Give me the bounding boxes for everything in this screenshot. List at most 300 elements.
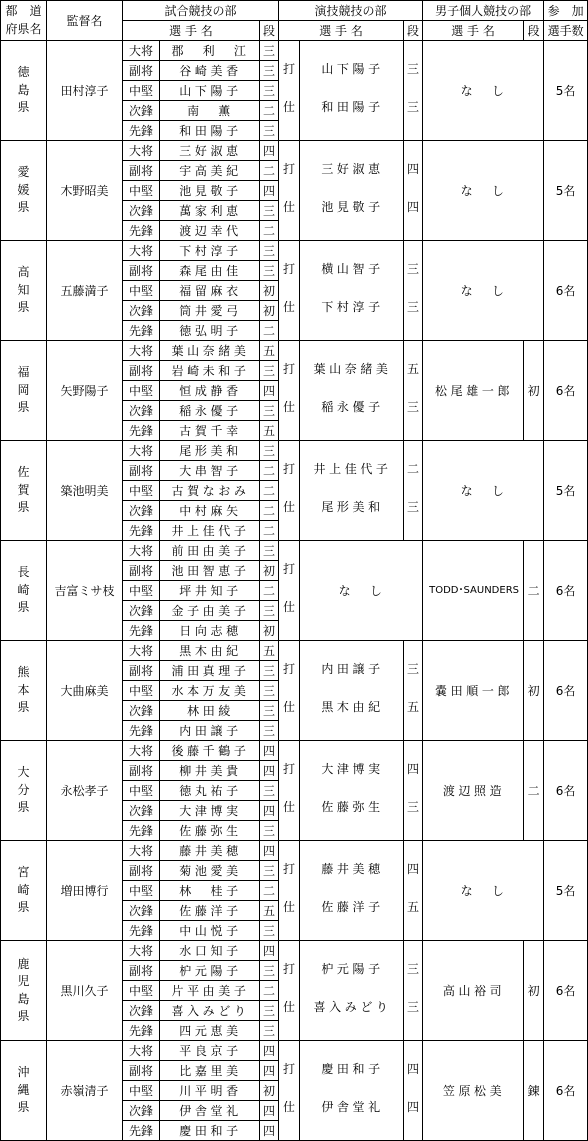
supervisor-name: 田村淳子	[47, 41, 123, 141]
team-position: 副将	[123, 661, 160, 681]
team-position: 次鋒	[123, 701, 160, 721]
uchi-role: 打	[283, 762, 296, 776]
demo-player-dans	[404, 441, 423, 541]
demo-uchi-dan: 四	[407, 162, 420, 176]
team-player-dan: 三	[260, 441, 279, 461]
team-player-dan: 五	[260, 901, 279, 921]
team-player-name: 平良京子	[160, 1041, 260, 1061]
team-player-name: 枦元陽子	[160, 961, 260, 981]
team-player-dan: 初	[260, 621, 279, 641]
participants-header-2: 選手数	[544, 21, 588, 41]
demo-player-dans	[404, 141, 423, 241]
match-dan-header: 段	[260, 21, 279, 41]
team-player-dan: 三	[260, 921, 279, 941]
uchi-role: 打	[283, 62, 296, 76]
team-player-name: 池田智恵子	[160, 561, 260, 581]
team-position: 次鋒	[123, 301, 160, 321]
demo-uchi-name: 枦元陽子	[321, 962, 384, 976]
team-member-row	[1, 941, 588, 961]
team-position: 大将	[123, 841, 160, 861]
individual-player-name: 嚢田順一郎	[423, 641, 524, 741]
participant-count: 6名	[544, 641, 588, 741]
prefecture-name: 長 崎 県	[1, 541, 47, 641]
individual-player-name: な し	[423, 241, 544, 341]
demo-player-names	[300, 841, 404, 941]
demo-player-names	[300, 941, 404, 1041]
team-member-row	[1, 441, 588, 461]
team-player-dan: 三	[260, 241, 279, 261]
shi-role: 仕	[283, 100, 296, 114]
team-player-name: 金子由美子	[160, 601, 260, 621]
team-player-name: 大津博実	[160, 801, 260, 821]
team-player-dan: 三	[260, 401, 279, 421]
prefecture-name: 愛 媛 県	[1, 141, 47, 241]
demo-player-dans	[404, 941, 423, 1041]
team-position: 副将	[123, 561, 160, 581]
individual-player-dan: 初	[524, 641, 544, 741]
demo-role-column	[279, 541, 300, 641]
team-member-row	[1, 741, 588, 761]
demo-shi-name: 池見敬子	[321, 200, 384, 214]
prefecture-name: 高 知 県	[1, 241, 47, 341]
individual-player-dan: 二	[524, 741, 544, 841]
prefecture-name: 大 分 県	[1, 741, 47, 841]
team-player-name: 菊池愛美	[160, 861, 260, 881]
team-player-name: 水口知子	[160, 941, 260, 961]
demo-role-column	[279, 841, 300, 941]
team-player-dan: 五	[260, 641, 279, 661]
team-position: 次鋒	[123, 101, 160, 121]
demo-role-column	[279, 641, 300, 741]
team-player-dan: 二	[260, 501, 279, 521]
team-player-name: 浦田真理子	[160, 661, 260, 681]
demo-role-column	[279, 741, 300, 841]
prefecture-name: 佐 賀 県	[1, 441, 47, 541]
team-player-name: 福留麻衣	[160, 281, 260, 301]
team-player-name: 藤井美穂	[160, 841, 260, 861]
shi-role: 仕	[283, 400, 296, 414]
team-player-dan: 二	[260, 581, 279, 601]
team-position: 副将	[123, 61, 160, 81]
uchi-role: 打	[283, 862, 296, 876]
team-player-dan: 初	[260, 561, 279, 581]
demo-role-column	[279, 241, 300, 341]
team-position: 大将	[123, 641, 160, 661]
demo-player-names	[300, 341, 404, 441]
team-position: 先鋒	[123, 521, 160, 541]
team-position: 先鋒	[123, 821, 160, 841]
header-row-1	[1, 1, 588, 21]
demo-uchi-dan: 二	[407, 462, 420, 476]
participant-count: 5名	[544, 41, 588, 141]
demo-player-names	[300, 141, 404, 241]
demo-shi-name: 下村淳子	[321, 300, 384, 314]
team-position: 大将	[123, 241, 160, 261]
demo-shi-dan: 三	[407, 1000, 420, 1014]
demo-player-dans	[404, 841, 423, 941]
team-player-name: 前田由美子	[160, 541, 260, 561]
individual-player-name: な し	[423, 41, 544, 141]
team-player-dan: 三	[260, 681, 279, 701]
demo-player-names	[300, 241, 404, 341]
participant-count: 5名	[544, 141, 588, 241]
team-position: 次鋒	[123, 201, 160, 221]
demo-role-column	[279, 341, 300, 441]
team-player-dan: 二	[260, 101, 279, 121]
team-player-name: 林 桂子	[160, 881, 260, 901]
demo-player-dans	[404, 1041, 423, 1141]
team-player-name: 三好淑恵	[160, 141, 260, 161]
team-player-dan: 三	[260, 821, 279, 841]
demo-uchi-dan: 三	[407, 62, 420, 76]
team-player-dan: 三	[260, 1021, 279, 1041]
demo-shi-dan: 四	[407, 200, 420, 214]
team-player-dan: 三	[260, 121, 279, 141]
team-position: 次鋒	[123, 401, 160, 421]
team-position: 副将	[123, 361, 160, 381]
demo-section-header: 演技競技の部	[279, 1, 423, 21]
team-player-dan: 五	[260, 421, 279, 441]
uchi-role: 打	[283, 262, 296, 276]
team-player-name: 筒井愛弓	[160, 301, 260, 321]
team-position: 副将	[123, 1061, 160, 1081]
team-player-name: 和田陽子	[160, 121, 260, 141]
team-player-name: 岩崎未和子	[160, 361, 260, 381]
individual-player-name: な し	[423, 141, 544, 241]
demo-shi-dan: 三	[407, 500, 420, 514]
individual-player-name-header: 選 手 名	[423, 21, 524, 41]
team-player-dan: 三	[260, 1001, 279, 1021]
supervisor-name: 増田博行	[47, 841, 123, 941]
team-player-name: 古賀なおみ	[160, 481, 260, 501]
team-position: 先鋒	[123, 321, 160, 341]
supervisor-name: 赤嶺清子	[47, 1041, 123, 1141]
demo-uchi-name: 葉山奈緒美	[313, 362, 392, 376]
individual-player-dan: 錬	[524, 1041, 544, 1141]
supervisor-name: 吉富ミサ枝	[47, 541, 123, 641]
demo-role-column	[279, 941, 300, 1041]
shi-role: 仕	[283, 1000, 296, 1014]
demo-uchi-name: 井上佳代子	[313, 462, 392, 476]
demo-shi-name: 喜入みどり	[313, 1000, 392, 1014]
prefecture-name: 熊 本 県	[1, 641, 47, 741]
team-player-dan: 四	[260, 841, 279, 861]
participant-count: 6名	[544, 1041, 588, 1141]
team-player-name: 林田綾	[160, 701, 260, 721]
demo-player-dans	[404, 341, 423, 441]
team-player-name: 水本万友美	[160, 681, 260, 701]
demo-shi-dan: 三	[407, 400, 420, 414]
team-position: 中堅	[123, 881, 160, 901]
demo-shi-name: 和田陽子	[321, 100, 384, 114]
team-player-dan: 四	[260, 1061, 279, 1081]
demo-uchi-name: 山下陽子	[321, 62, 384, 76]
team-player-name: 坪井知子	[160, 581, 260, 601]
team-player-dan: 三	[260, 61, 279, 81]
demo-shi-name: 佐藤洋子	[321, 900, 384, 914]
team-player-name: 恒成静香	[160, 381, 260, 401]
demo-uchi-name: 三好淑恵	[321, 162, 384, 176]
shi-role: 仕	[283, 1100, 296, 1114]
demo-player-name-header: 選 手 名	[279, 21, 404, 41]
demo-shi-dan: 三	[407, 800, 420, 814]
supervisor-name: 大曲麻美	[47, 641, 123, 741]
team-player-dan: 二	[260, 221, 279, 241]
demo-shi-dan: 四	[407, 1100, 420, 1114]
demo-player-dans	[404, 41, 423, 141]
team-player-name: 下村淳子	[160, 241, 260, 261]
team-player-name: 比嘉里美	[160, 1061, 260, 1081]
team-player-dan: 二	[260, 161, 279, 181]
participant-count: 6名	[544, 741, 588, 841]
uchi-role: 打	[283, 362, 296, 376]
team-position: 先鋒	[123, 221, 160, 241]
demo-uchi-dan: 三	[407, 962, 420, 976]
individual-player-name: な し	[423, 441, 544, 541]
demo-shi-name: 伊舎堂礼	[321, 1100, 384, 1114]
supervisor-name: 永松孝子	[47, 741, 123, 841]
team-position: 中堅	[123, 681, 160, 701]
shi-role: 仕	[283, 600, 296, 614]
individual-player-name: な し	[423, 841, 544, 941]
demo-uchi-dan: 三	[407, 262, 420, 276]
team-position: 副将	[123, 961, 160, 981]
team-position: 大将	[123, 1041, 160, 1061]
prefecture-name: 鹿 児 島 県	[1, 941, 47, 1041]
team-player-name: 郡 利 江	[160, 41, 260, 61]
team-player-name: 四元恵美	[160, 1021, 260, 1041]
team-player-dan: 四	[260, 381, 279, 401]
demo-uchi-name: 内田譲子	[321, 662, 384, 676]
demo-uchi-dan: 三	[407, 662, 420, 676]
demo-shi-dan: 五	[407, 700, 420, 714]
demo-role-column	[279, 41, 300, 141]
shi-role: 仕	[283, 700, 296, 714]
team-member-row	[1, 641, 588, 661]
team-member-row	[1, 541, 588, 561]
uchi-role: 打	[283, 662, 296, 676]
individual-player-name: 渡辺照造	[423, 741, 524, 841]
team-position: 次鋒	[123, 1101, 160, 1121]
uchi-role: 打	[283, 1062, 296, 1076]
prefecture-name: 徳 島 県	[1, 41, 47, 141]
team-player-name: 片平由美子	[160, 981, 260, 1001]
participant-count: 6名	[544, 541, 588, 641]
team-position: 中堅	[123, 381, 160, 401]
team-position: 副将	[123, 761, 160, 781]
demo-shi-name: 佐藤弥生	[321, 800, 384, 814]
participant-count: 6名	[544, 941, 588, 1041]
team-player-dan: 初	[260, 1081, 279, 1101]
individual-dan-header: 段	[524, 21, 544, 41]
demo-shi-name: 稲永優子	[321, 400, 384, 414]
match-player-name-header: 選 手 名	[123, 21, 260, 41]
team-player-dan: 三	[260, 261, 279, 281]
team-player-dan: 三	[260, 361, 279, 381]
team-player-dan: 四	[260, 141, 279, 161]
demo-player-names	[300, 641, 404, 741]
team-member-row	[1, 41, 588, 61]
team-player-name: 徳丸祐子	[160, 781, 260, 801]
team-position: 先鋒	[123, 421, 160, 441]
team-player-name: 後藤千鶴子	[160, 741, 260, 761]
supervisor-name: 矢野陽子	[47, 341, 123, 441]
supervisor-name: 黒川久子	[47, 941, 123, 1041]
team-position: 次鋒	[123, 901, 160, 921]
team-player-dan: 三	[260, 201, 279, 221]
team-player-name: 古賀千幸	[160, 421, 260, 441]
team-player-name: 萬家利恵	[160, 201, 260, 221]
demo-shi-dan: 三	[407, 100, 420, 114]
team-player-dan: 三	[260, 861, 279, 881]
demo-shi-dan: 五	[407, 900, 420, 914]
participant-count: 6名	[544, 341, 588, 441]
team-player-dan: 初	[260, 301, 279, 321]
demo-uchi-dan: 四	[407, 1062, 420, 1076]
team-player-name: 中村麻矢	[160, 501, 260, 521]
uchi-role: 打	[283, 462, 296, 476]
individual-player-name: 松尾雄一郎	[423, 341, 524, 441]
team-player-dan: 三	[260, 961, 279, 981]
team-player-name: 中山悦子	[160, 921, 260, 941]
team-player-dan: 三	[260, 701, 279, 721]
team-player-dan: 四	[260, 741, 279, 761]
team-position: 中堅	[123, 781, 160, 801]
demo-player-dans	[404, 641, 423, 741]
team-member-row	[1, 241, 588, 261]
demo-uchi-dan: 四	[407, 762, 420, 776]
team-player-dan: 二	[260, 981, 279, 1001]
team-position: 次鋒	[123, 801, 160, 821]
individual-player-name: TODD･SAUNDERS	[423, 541, 524, 641]
team-player-dan: 四	[260, 1041, 279, 1061]
prefecture-header: 都 道 府県名	[1, 1, 47, 41]
team-player-name: 大串智子	[160, 461, 260, 481]
team-position: 先鋒	[123, 121, 160, 141]
team-position: 中堅	[123, 981, 160, 1001]
demo-uchi-dan: 五	[407, 362, 420, 376]
demo-player-dans	[404, 241, 423, 341]
team-member-row	[1, 141, 588, 161]
team-player-name: 稲永優子	[160, 401, 260, 421]
demo-player-dans	[404, 741, 423, 841]
uchi-role: 打	[283, 562, 296, 576]
team-player-name: 日向志穂	[160, 621, 260, 641]
team-player-name: 川平明香	[160, 1081, 260, 1101]
team-player-name: 山下陽子	[160, 81, 260, 101]
team-player-dan: 四	[260, 941, 279, 961]
team-position: 副将	[123, 861, 160, 881]
team-player-dan: 四	[260, 1121, 279, 1141]
team-player-name: 徳弘明子	[160, 321, 260, 341]
demo-shi-name: 黒木由紀	[321, 700, 384, 714]
team-player-dan: 二	[260, 881, 279, 901]
team-position: 先鋒	[123, 921, 160, 941]
team-player-dan: 四	[260, 181, 279, 201]
team-position: 中堅	[123, 581, 160, 601]
team-player-dan: 二	[260, 461, 279, 481]
demo-shi-name: 尾形美和	[321, 500, 384, 514]
individual-player-name: 高山裕司	[423, 941, 524, 1041]
team-player-name: 黒木由紀	[160, 641, 260, 661]
team-player-name: 内田譲子	[160, 721, 260, 741]
team-player-name: 宇高美紀	[160, 161, 260, 181]
team-player-dan: 初	[260, 281, 279, 301]
team-player-dan: 二	[260, 521, 279, 541]
team-position: 大将	[123, 741, 160, 761]
team-player-dan: 三	[260, 721, 279, 741]
team-position: 大将	[123, 441, 160, 461]
supervisor-name: 木野昭美	[47, 141, 123, 241]
team-player-dan: 四	[260, 801, 279, 821]
shi-role: 仕	[283, 800, 296, 814]
participant-count: 5名	[544, 841, 588, 941]
team-player-name: 佐藤洋子	[160, 901, 260, 921]
team-player-dan: 五	[260, 341, 279, 361]
team-player-dan: 三	[260, 781, 279, 801]
uchi-role: 打	[283, 962, 296, 976]
team-player-name: 葉山奈緒美	[160, 341, 260, 361]
team-player-name: 井上佳代子	[160, 521, 260, 541]
demo-player-names	[300, 441, 404, 541]
team-player-name: 森尾由佳	[160, 261, 260, 281]
team-player-name: 慶田和子	[160, 1121, 260, 1141]
team-position: 大将	[123, 541, 160, 561]
team-player-name: 南 薫	[160, 101, 260, 121]
team-position: 先鋒	[123, 721, 160, 741]
demo-role-column	[279, 441, 300, 541]
match-section-header: 試合競技の部	[123, 1, 279, 21]
demo-uchi-dan: 四	[407, 862, 420, 876]
team-position: 次鋒	[123, 501, 160, 521]
team-position: 中堅	[123, 181, 160, 201]
prefecture-name: 宮 崎 県	[1, 841, 47, 941]
team-position: 大将	[123, 41, 160, 61]
individual-section-header: 男子個人競技の部	[423, 1, 544, 21]
team-player-name: 柳井美貴	[160, 761, 260, 781]
team-member-row	[1, 841, 588, 861]
team-player-name: 渡辺幸代	[160, 221, 260, 241]
team-position: 中堅	[123, 481, 160, 501]
prefecture-name: 沖 縄 県	[1, 1041, 47, 1141]
team-position: 次鋒	[123, 601, 160, 621]
shi-role: 仕	[283, 900, 296, 914]
team-player-dan: 三	[260, 601, 279, 621]
team-position: 先鋒	[123, 621, 160, 641]
demo-shi-dan: 三	[407, 300, 420, 314]
prefecture-name: 福 岡 県	[1, 341, 47, 441]
team-player-name: 伊舎堂礼	[160, 1101, 260, 1121]
demo-dan-header: 段	[404, 21, 423, 41]
participant-count: 6名	[544, 241, 588, 341]
team-player-dan: 四	[260, 1101, 279, 1121]
team-position: 中堅	[123, 81, 160, 101]
team-position: 副将	[123, 161, 160, 181]
demo-player-names	[300, 741, 404, 841]
team-position: 大将	[123, 341, 160, 361]
team-member-row	[1, 341, 588, 361]
participant-count: 5名	[544, 441, 588, 541]
team-position: 副将	[123, 261, 160, 281]
demo-uchi-name: 藤井美穂	[321, 862, 384, 876]
team-position: 先鋒	[123, 1121, 160, 1141]
team-player-dan: 三	[260, 661, 279, 681]
team-position: 次鋒	[123, 1001, 160, 1021]
individual-player-dan: 初	[524, 941, 544, 1041]
shi-role: 仕	[283, 200, 296, 214]
team-player-dan: 四	[260, 761, 279, 781]
team-position: 中堅	[123, 281, 160, 301]
